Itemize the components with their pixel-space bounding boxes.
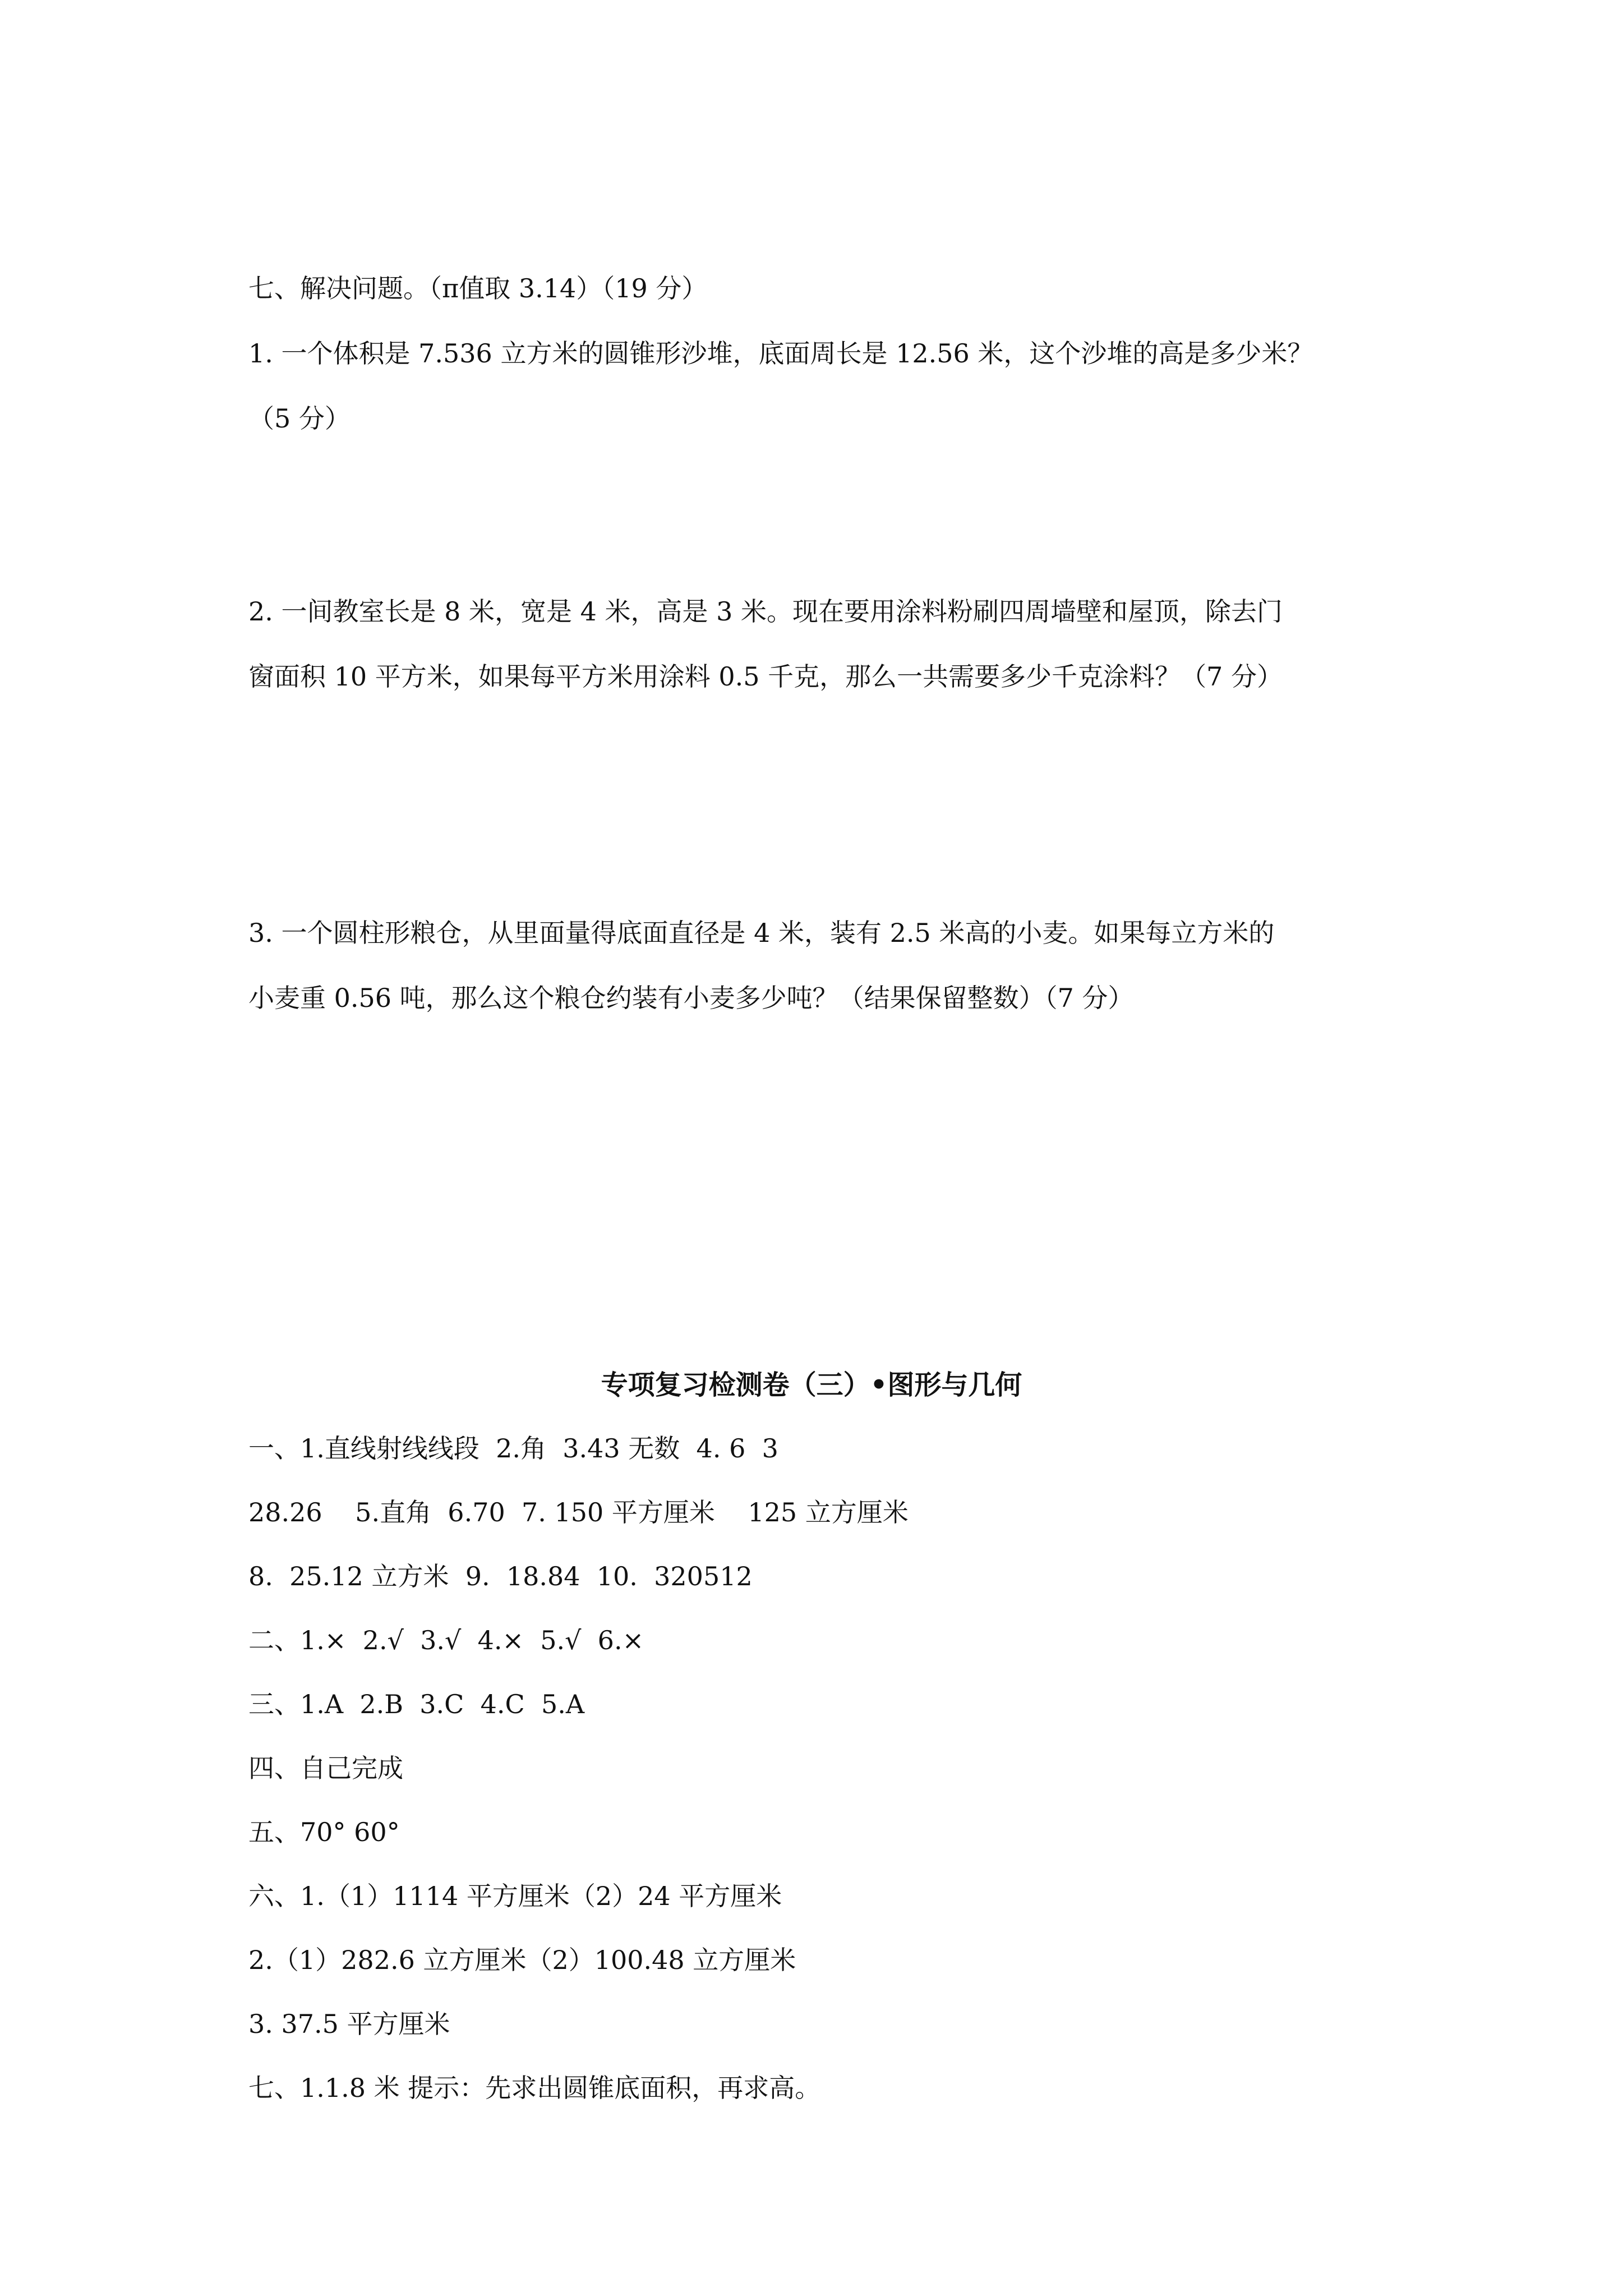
answer-key-title: 专项复习检测卷（三）•图形与几何 — [601, 1369, 1022, 1401]
question-3-line-2: 小麦重 0.56 吨，那么这个粮仓约装有小麦多少吨？（结果保留整数）（7 分） — [248, 983, 1134, 1013]
question-2-line-2: 窗面积 10 平方米，如果每平方米用涂料 0.5 千克，那么一共需要多少千克涂料？（7 分） — [248, 661, 1283, 692]
answer-line: 四、自己完成 — [248, 1753, 403, 1783]
question-2-line-1: 2. 一间教室长是 8 米，宽是 4 米，高是 3 米。现在要用涂料粉刷四周墙壁和屋顶，除去门 — [248, 596, 1283, 627]
section-heading-problems: 七、解决问题。（π值取 3.14）（19 分） — [248, 273, 708, 303]
answer-line: 七、1.1.8 米 提示：先求出圆锥底面积，再求高。 — [248, 2073, 821, 2103]
answer-line: 二、1.× 2.√ 3.√ 4.× 5.√ 6.× — [248, 1625, 644, 1655]
question-1-line-2: （5 分） — [248, 403, 351, 434]
answer-line: 8. 25.12 立方米 9. 18.84 10. 320512 — [248, 1561, 753, 1591]
question-3-line-1: 3. 一个圆柱形粮仓，从里面量得底面直径是 4 米，装有 2.5 米高的小麦。如果每立方米的 — [248, 918, 1275, 948]
question-1-line-1: 1. 一个体积是 7.536 立方米的圆锥形沙堆，底面周长是 12.56 米，这个沙堆的高是多少米？ — [248, 338, 1313, 369]
answer-line: 五、70° 60° — [248, 1817, 400, 1847]
answer-line: 3. 37.5 平方厘米 — [248, 2009, 450, 2039]
answer-line: 六、1.（1）1114 平方厘米（2）24 平方厘米 — [248, 1881, 782, 1911]
answer-line: 一、1.直线射线线段 2.角 3.43 无数 4. 6 3 — [248, 1433, 778, 1464]
answer-line: 三、1.A 2.B 3.C 4.C 5.A — [248, 1689, 585, 1719]
answer-line: 2.（1）282.6 立方厘米（2）100.48 立方厘米 — [248, 1945, 796, 1975]
answer-line: 28.26 5.直角 6.70 7. 150 平方厘米 125 立方厘米 — [248, 1497, 909, 1527]
